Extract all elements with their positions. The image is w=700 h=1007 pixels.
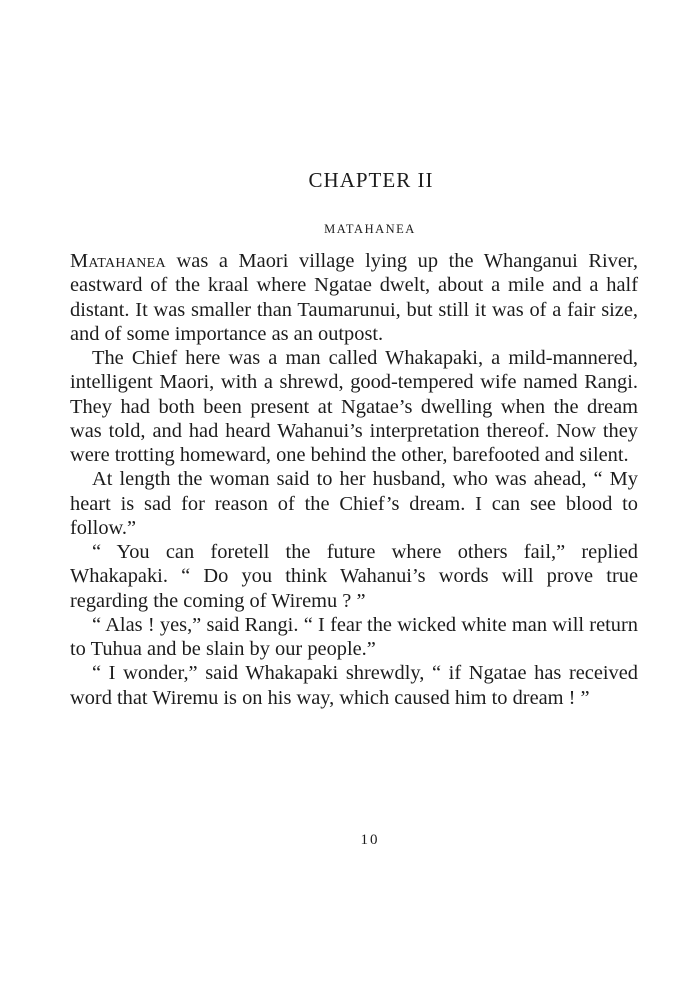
paragraph-lead-word: Matahanea bbox=[70, 250, 166, 272]
chapter-heading: CHAPTER II bbox=[308, 168, 434, 192]
page-number: 10 bbox=[360, 832, 380, 848]
paragraph-4: “ You can foretell the future where others fail,” replied Whakapaki. “ Do you think Wahanui’s words will prove true regarding the coming of Wiremu ? ” bbox=[70, 541, 638, 612]
paragraph-6: “ I wonder,” said Whakapaki shrewdly, “ if Ngatae has received word that Wiremu is on his way, which caused him to dream ! ” bbox=[70, 662, 638, 709]
paragraph-text: was a Maori village lying up the Whanganui River, eastward of the kraal where Ngatae dwelt, about a mile and a half distant. It was smaller than Taumarunui, but still it was of a fair size, and of some importance as an outpost. bbox=[70, 250, 638, 345]
paragraph-2: The Chief here was a man called Whakapaki, a mild-mannered, intelligent Maori, with a shrewd, good-tempered wife named Rangi. They had both been present at Ngatae’s dwelling when the dream was told, and had heard Wahanui’s interpretation thereof. Now they were trotting homeward, one behind the other, barefooted and silent. bbox=[70, 347, 638, 466]
chapter-body bbox=[70, 249, 638, 710]
paragraph-3: At length the woman said to her husband, who was ahead, “ My heart is sad for reason of the Chief’s dream. I can see blood to follow.” bbox=[70, 468, 638, 539]
paragraph-5: “ Alas ! yes,” said Rangi. “ I fear the wicked white man will return to Tuhua and be slain by our people.” bbox=[70, 613, 638, 660]
paragraph-1 bbox=[70, 249, 638, 346]
chapter-subtitle: MATAHANEA bbox=[324, 222, 416, 236]
